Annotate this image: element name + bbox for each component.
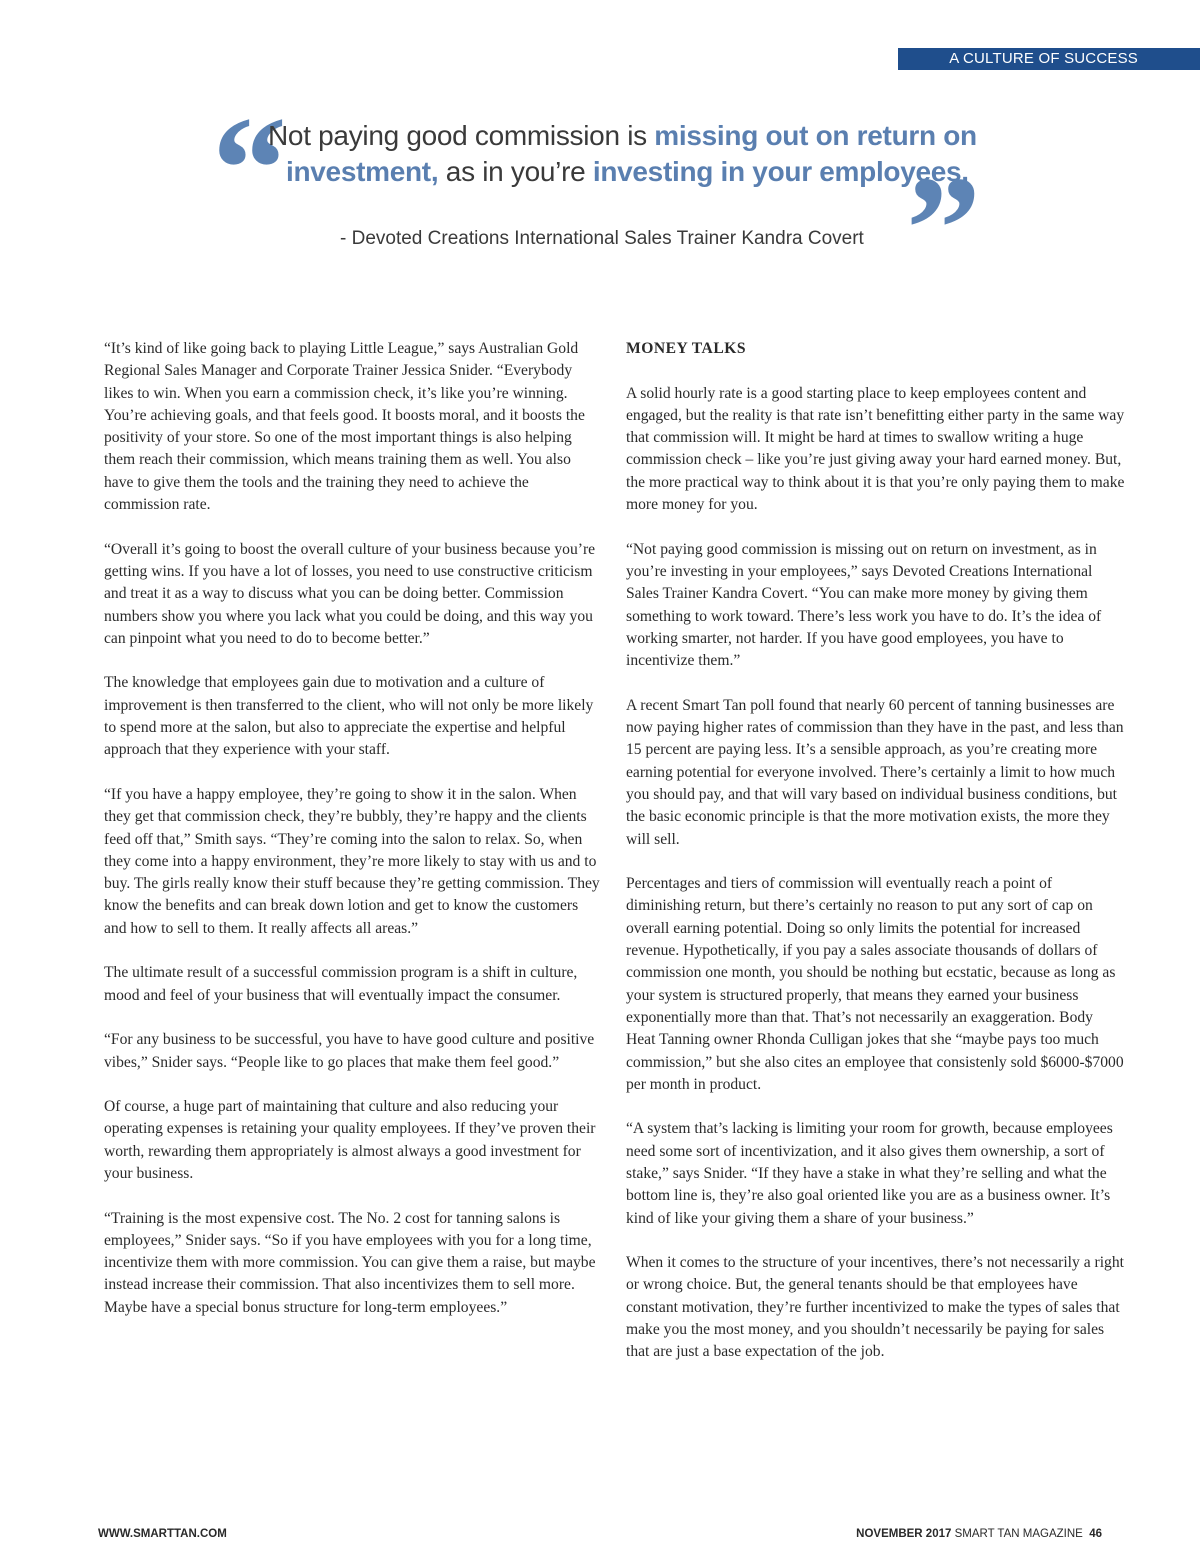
article-paragraph: When it comes to the structure of your incentives, there’s not necessarily a right or wrong choice. But, the general tenants should be that employees have constant motivation, they’re further incentivized to make the types of sales that make you the most money, and you shouldn’t necessarily be paying for sales that are just a base expectation of the job. xyxy=(626,1254,1124,1361)
article-paragraph: The ultimate result of a successful commission program is a shift in culture, mood and feel of your business that will eventually impact the consumer. xyxy=(104,964,578,1004)
footer-website: WWW.SMARTTAN.COM xyxy=(98,1528,227,1540)
section-heading: MONEY TALKS xyxy=(626,340,747,357)
article-paragraph: Percentages and tiers of commission will eventually reach a point of diminishing return, but there’s certainly no reason to put any sort of cap on overall earning potential. Doing so only limits the potential for increased revenue. Hypothetically, if you pay a sales associate thousands of dollars of commission one month, you should be nothing but ecstatic, because as long as your system is structured properly, that means they earned your business exponentially more than that. That’s not necessarily an exaggeration. Body Heat Tanning owner Rhonda Culligan jokes that she “maybe pays too much commission,” but she also cites an employee that consistenly sold $6000-$7000 per month in product. xyxy=(626,875,1124,1093)
page-number: 46 xyxy=(1089,1528,1102,1540)
pull-quote-highlight: investing in your employees. xyxy=(592,156,969,187)
article-paragraph: “For any business to be successful, you have to have good culture and positive vibes,” Snider says. “People like to go places that make them feel good.” xyxy=(104,1031,595,1071)
pull-quote-text: as in you’re xyxy=(438,156,593,187)
article-paragraph: “A system that’s lacking is limiting your room for growth, because employees need some sort of incentivization, and it also gives them ownership, a sort of stake,” says Snider. “If they have a stake in what they’re selling and what the bottom line is, they’re also goal oriented like you are as a business owner. It’s kind of like your giving them a share of your business.” xyxy=(626,1120,1113,1227)
article-paragraph: A solid hourly rate is a good starting place to keep employees content and engaged, but the reality is that rate isn’t benefitting either party in the same way that commission will. It might be hard at times to swallow writing a huge commission check – like you’re just giving away your hard earned money. But, the more practical way to think about it is that you’re only paying them to make more money for you. xyxy=(626,384,1125,514)
article-left-column xyxy=(104,338,604,1341)
pull-quote-highlight: investment, xyxy=(286,156,439,187)
pull-quote-highlight: missing out on return on xyxy=(654,120,977,151)
article-paragraph: “It’s kind of like going back to playing Little League,” says Australian Gold Regional Sales Manager and Corporate Trainer Jessica Snider. “Everybody likes to win. When you earn a commission check, it’s like you’re winning. You’re achieving goals, and that feels good. It boosts moral, and it boosts the positivity of your store. So one of the most important things is also helping them reach their commission, which means training them as well. You also have to give them the tools and the training they need to achieve the commission rate. xyxy=(104,340,585,514)
article-paragraph: A recent Smart Tan poll found that nearly 60 percent of tanning businesses are now paying higher rates of commission than they have in the past, and less than 15 percent are paying less. It’s a sensible approach, as you’re creating more earning potential for everyone involved. There’s certainly a limit to how much you should pay, and that will vary based on individual business conditions, but the basic economic principle is that the more motivation exists, the more they will sell. xyxy=(626,696,1124,848)
section-banner: A CULTURE OF SUCCESS xyxy=(898,48,1200,70)
article-paragraph: The knowledge that employees gain due to motivation and a culture of improvement is then transferred to the client, who will not only be more likely to spend more at the salon, but also to appreciate the expertise and helpful approach that they experience with your staff. xyxy=(104,674,594,759)
article-paragraph: “If you have a happy employee, they’re going to show it in the salon. When they get that commission check, they’re bubbly, they’re happy and the clients feed off that,” Smith says. “They’re coming into the salon to relax. So, when they come into a happy environment, they’re more likely to stay with us and to buy. The girls really know their stuff because they’re getting commission. They know the benefits and can break down lotion and get to know the customers and how to sell to them. It really affects all areas.” xyxy=(104,785,600,937)
footer-publication: SMART TAN MAGAZINE xyxy=(951,1528,1083,1540)
pull-quote-attribution: - Devoted Creations International Sales Trainer Kandra Covert xyxy=(340,228,864,249)
pull-quote-text: Not paying good commission is xyxy=(268,120,655,151)
footer-issue-info xyxy=(856,1528,1102,1540)
footer-issue-date: NOVEMBER 2017 xyxy=(856,1528,952,1540)
article-paragraph: Of course, a huge part of maintaining that culture and also reducing your operating expenses is retaining your quality employees. If they’ve proven their worth, rewarding them appropriately is almost always a good investment for your business. xyxy=(104,1098,596,1182)
close-quote-mark-icon: ” xyxy=(906,146,981,312)
pull-quote-line-1 xyxy=(268,120,977,152)
article-paragraph: “Not paying good commission is missing out on return on investment, as in you’re investing in your employees,” says Devoted Creations International Sales Trainer Kandra Covert. “You can make more money by giving them something to work toward. There’s less work you have to do. It’s the idea of working smarter, not harder. If you have good employees, you have to incentivize them.” xyxy=(626,540,1102,670)
article-right-column xyxy=(626,338,1126,1386)
article-paragraph: “Training is the most expensive cost. The No. 2 cost for tanning salons is employees,” Snider says. “So if you have employees with you for a long time, incentivize them with more commission. You can give them a raise, but maybe instead increase their commission. That also incentivizes them to sell more. Maybe have a special bonus structure for long-term employees.” xyxy=(104,1209,596,1316)
pull-quote xyxy=(200,86,1000,312)
article-paragraph: “Overall it’s going to boost the overall culture of your business because you’re getting wins. If you have a lot of losses, you need to use constructive criticism and treat it as a way to discuss what you can be doing better. Commission numbers show you where you lack what you could be doing, and this way you can pinpoint what you need to do to become better.” xyxy=(104,540,596,647)
pull-quote-line-2 xyxy=(286,156,969,188)
open-quote-mark-icon: “ xyxy=(212,86,287,252)
